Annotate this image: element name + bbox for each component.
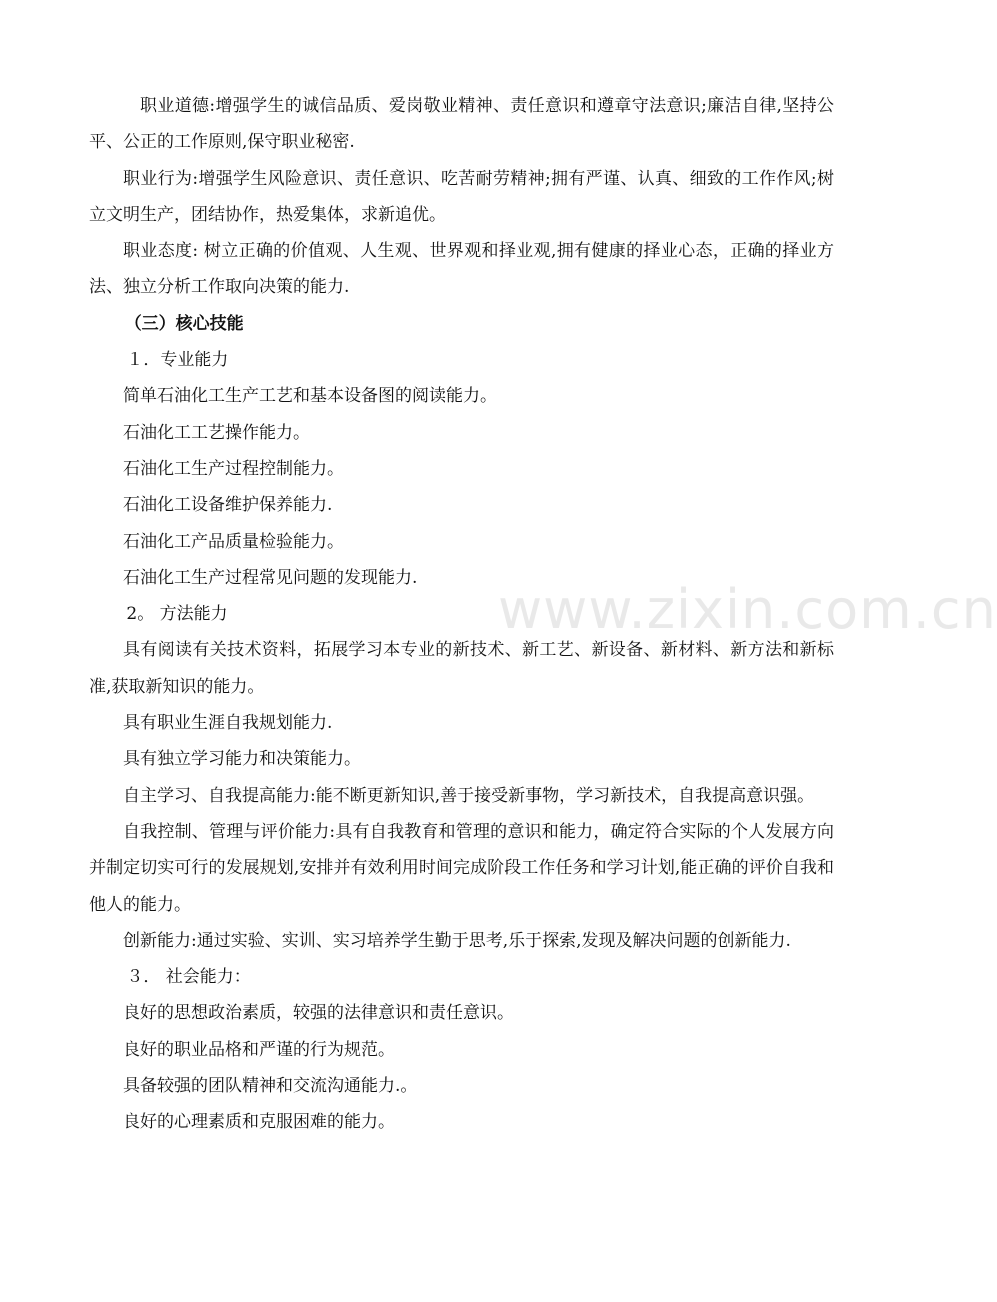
list-item: 具有独立学习能力和决策能力。 [123, 749, 361, 770]
paragraph-self-control: 自我控制、管理与评价能力:具有自我教育和管理的意识和能力，确定符合实际的个人发展方向并制定切实可行的发展规划,安排并有效利用时间完成阶段工作任务和学习计划,能正确的评价自我和他人的能力。 [89, 821, 834, 915]
list-item: 具有职业生涯自我规划能力. [123, 713, 333, 734]
watermark: www.zixin.com.cn [498, 578, 997, 641]
paragraph-professional-attitude: 职业态度: 树立正确的价值观、人生观、世界观和择业观,拥有健康的择业心态，正确的择业方法、独立分析工作取向决策的能力. [89, 241, 834, 298]
paragraph-professional-behavior: 职业行为:增强学生风险意识、责任意识、吃苦耐劳精神;拥有严谨、认真、细致的工作作风;树立文明生产，团结协作，热爱集体，求新追优。 [89, 168, 834, 225]
subheading-professional-ability: １．专业能力 [126, 350, 229, 371]
paragraph-self-learning: 自主学习、自我提高能力:能不断更新知识,善于接受新事物，学习新技术，自我提高意识强。 [123, 785, 815, 806]
list-item: 石油化工生产过程常见问题的发现能力. [123, 567, 418, 588]
list-item: 石油化工生产过程控制能力。 [123, 458, 344, 479]
list-item: 良好的职业品格和严谨的行为规范。 [123, 1039, 395, 1060]
paragraph-method-reading: 具有阅读有关技术资料，拓展学习本专业的新技术、新工艺、新设备、新材料、新方法和新标准,获取新知识的能力。 [89, 640, 834, 697]
subheading-social-ability: ３． 社会能力： [126, 967, 251, 988]
document-page [89, 88, 834, 1141]
list-item: 简单石油化工生产工艺和基本设备图的阅读能力。 [123, 386, 497, 407]
list-item: 良好的心理素质和克服困难的能力。 [123, 1112, 395, 1133]
list-item: 具备较强的团队精神和交流沟通能力.。 [123, 1076, 418, 1097]
list-item: 石油化工工艺操作能力。 [123, 422, 310, 443]
list-item: 石油化工设备维护保养能力. [123, 495, 333, 516]
section-heading-core-skills: （三）核心技能 [124, 313, 244, 334]
subheading-method-ability: 2。 方法能力 [126, 604, 228, 625]
paragraph-professional-ethics: 职业道德:增强学生的诚信品质、爱岗敬业精神、责任意识和遵章守法意识;廉洁自律,坚持公平、公正的工作原则,保守职业秘密. [89, 96, 834, 153]
paragraph-innovation: 创新能力:通过实验、实训、实习培养学生勤于思考,乐于探索,发现及解决问题的创新能力. [123, 930, 791, 951]
list-item: 石油化工产品质量检验能力。 [123, 531, 344, 552]
list-item: 良好的思想政治素质，较强的法律意识和责任意识。 [123, 1003, 514, 1024]
